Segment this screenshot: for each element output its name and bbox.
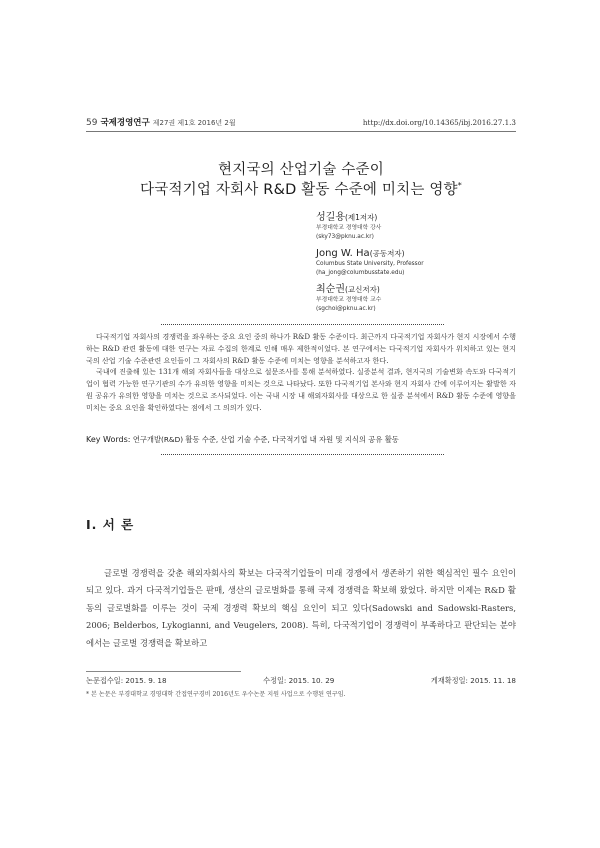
title-footnote-mark: * [457,181,462,191]
footnote-dates [86,676,516,686]
title-line-1: 현지국의 산업기술 수준이 [218,162,384,178]
author-affiliation: 부경대학교 경영대학 강사 [316,225,382,231]
footnote-rule [86,671,241,672]
running-header [86,116,516,128]
doi-link[interactable]: http://dx.doi.org/10.14365/ibj.2016.27.1.3 [362,118,516,127]
keywords-label: Key Words: [86,435,131,444]
title-line-2 [86,180,516,200]
author-name-text: 최순권 [316,284,345,296]
section-heading-introduction: Ⅰ. 서 론 [86,517,135,532]
abstract-paragraph-2: 국내에 진출해 있는 131개 해외 자회사들을 대상으로 설문조사를 통해 분석하였다. 실증분석 결과, 현지국의 기술변화 속도와 다국적기업이 협력 가능한 연구기관의 수가 유의한 영향을 미치는 것으로 나타났다. 또한 다국적기업 본사와 현지 자회사 간에 이루어지는 활발한 자원 공유가 유의한 영향을 미치는 것으로 조사되었다. 이는 국내 시장 내 해외자회사를 대상으로 한 실증 분석에서 R&D 활동 수준에 영향을 미치는 중요 요인을 확인하였다는 점에서 그 의의가 있다. [86,367,516,412]
journal-name: 국제경영연구 [100,118,150,128]
accepted-date: 게재확정일: 2015. 11. 18 [430,676,516,685]
body-text [86,565,516,652]
abstract [86,331,516,414]
revised-date: 수정일: 2015. 10. 29 [263,676,335,685]
author-list [316,211,516,320]
dotted-divider-bottom [161,454,444,455]
page-number: 59 [86,118,98,128]
author-email: (sgchoi@pknu.ac.kr) [316,305,376,312]
author-3 [316,283,516,313]
header-rule [86,131,516,132]
author-1 [316,211,516,241]
dotted-divider-top [161,324,444,325]
keywords [86,435,516,445]
author-email: (sky73@pknu.ac.kr) [316,233,374,240]
running-header-left [86,116,236,128]
author-affiliation: Columbus State University, Professor [316,261,424,268]
author-name-text: 성길용 [316,212,345,223]
author-2 [316,247,516,277]
received-date: 논문접수일: 2015. 9. 18 [86,676,167,685]
keywords-text: 연구개발(R&D) 활동 수준, 산업 기술 수준, 다국적기업 내 자원 및 지식의 공유 활동 [132,435,399,444]
author-affiliation: 부경대학교 경영대학 교수 [316,297,382,304]
author-name [316,211,516,224]
journal-issue: 제27권 제1호 2016년 2월 [152,119,236,127]
body-paragraph: 글로벌 경쟁력을 갖춘 해외자회사의 확보는 다국적기업들이 미래 경쟁에서 생존하기 위한 핵심적인 필수 요인이 되고 있다. 과거 다국적기업들은 판매, 생산의 글로벌화를 통해 국제 경쟁력을 확보해 왔었다. 하지만 이제는 R&D 활동의 글로벌화를 이루는 것이 국제 경쟁력 확보의 핵심 요인이 되고 있다(Sadowski and Sadowski-Rasters, 2006; Belderbos, Lykogianni, and Veugelers, 2008). 특히, 다국적기업이 경쟁력이 부족하다고 판단되는 분야에서는 글로벌 경쟁력을 확보하고 [86,568,516,648]
author-name [316,283,516,296]
paper-title [86,160,516,200]
author-name-text: Jong W. Ha [316,248,370,260]
author-role: (교신저자) [344,285,380,295]
author-role: (제1저자) [344,213,378,222]
author-name [316,247,516,260]
author-role: (공동저자) [369,249,405,259]
abstract-paragraph-1: 다국적기업 자회사의 경쟁력을 좌우하는 중요 요인 중의 하나가 R&D 활동 수준이다. 최근까지 다국적기업 자회사가 현지 시장에서 수행하는 R&D 관련 활동에 대한 연구는 자료 수집의 한계로 인해 매우 제한적이었다. 본 연구에서는 다국적기업 자회사가 위치하고 있는 현지국의 산업 기술 수준관련 요인들이 그 자회사의 R&D 활동 수준에 미치는 영향을 분석하고자 한다. [86,332,516,365]
author-email: (ha_jong@columbusstate.edu) [316,269,405,276]
title-line-2-text: 다국적기업 자회사 R&D 활동 수준에 미치는 영향 [140,182,458,198]
funding-note: * 본 논문은 부경대학교 경영대학 간접연구경비 2016년도 우수논문 지원 사업으로 수행된 연구임. [86,691,346,698]
